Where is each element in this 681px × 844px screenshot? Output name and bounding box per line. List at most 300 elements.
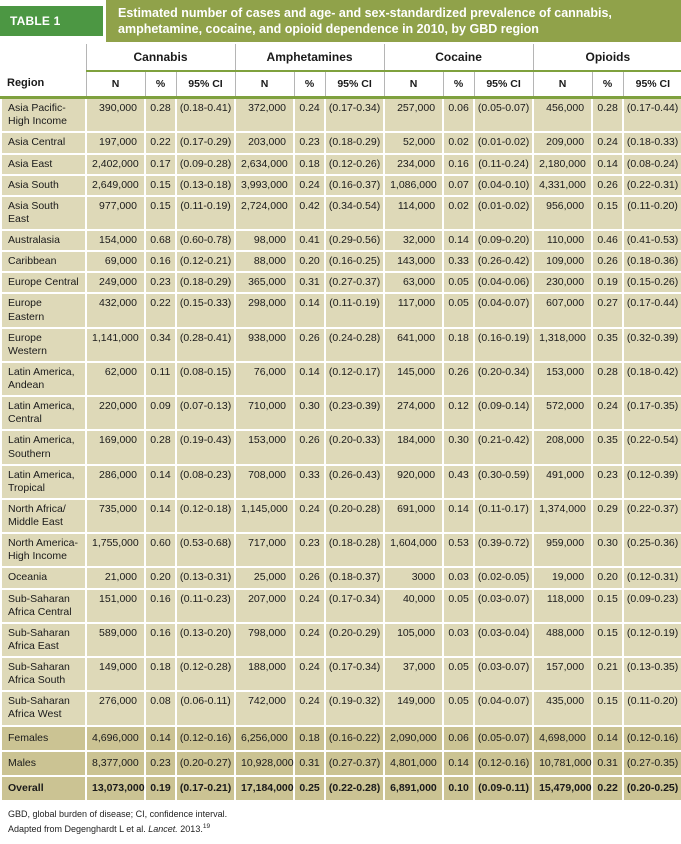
cell-n: 2,649,000	[86, 175, 145, 196]
cell-n: 32,000	[384, 230, 443, 251]
table-row	[1, 623, 681, 657]
cell-ci: (0.05-0.07)	[474, 726, 533, 751]
cell-percent: 0.28	[592, 98, 623, 133]
cell-ci: (0.20-0.29)	[325, 623, 384, 657]
cell-percent: 0.14	[443, 751, 474, 776]
cell-percent: 0.15	[592, 691, 623, 725]
column-group-opioids: Opioids	[533, 44, 681, 71]
cell-percent: 0.14	[294, 293, 325, 327]
cell-ci: (0.53-0.68)	[176, 533, 235, 567]
cell-n: 69,000	[86, 251, 145, 272]
cell-percent: 0.24	[294, 175, 325, 196]
cell-n: 365,000	[235, 272, 294, 293]
cell-percent: 0.25	[294, 776, 325, 801]
column-header-ci-opioids: 95% CI	[623, 71, 681, 98]
cell-percent: 0.22	[592, 776, 623, 801]
cell-n: 641,000	[384, 328, 443, 362]
cell-percent: 0.24	[294, 623, 325, 657]
column-header-percent-amphetamines: %	[294, 71, 325, 98]
cell-percent: 0.19	[592, 272, 623, 293]
cell-ci: (0.39-0.72)	[474, 533, 533, 567]
cell-percent: 0.14	[145, 465, 176, 499]
column-header-n-amphetamines: N	[235, 71, 294, 98]
column-group-cocaine: Cocaine	[384, 44, 533, 71]
cell-percent: 0.23	[294, 533, 325, 567]
cell-percent: 0.03	[443, 567, 474, 588]
cell-n: 3,993,000	[235, 175, 294, 196]
cell-percent: 0.35	[592, 328, 623, 362]
cell-ci: (0.17-0.29)	[176, 132, 235, 153]
cell-percent: 0.53	[443, 533, 474, 567]
cell-n: 1,145,000	[235, 499, 294, 533]
cell-ci: (0.17-0.34)	[325, 98, 384, 133]
cell-n: 2,724,000	[235, 196, 294, 230]
cell-percent: 0.26	[592, 251, 623, 272]
cell-n: 2,090,000	[384, 726, 443, 751]
cell-percent: 0.19	[145, 776, 176, 801]
cell-ci: (0.17-0.44)	[623, 293, 681, 327]
source-note-journal: Lancet.	[148, 823, 178, 834]
cell-percent: 0.24	[294, 98, 325, 133]
cell-n: 153,000	[533, 362, 592, 396]
cell-ci: (0.01-0.02)	[474, 196, 533, 230]
cell-n: 572,000	[533, 396, 592, 430]
cell-n: 372,000	[235, 98, 294, 133]
row-region-label: Latin America, Andean	[1, 362, 86, 396]
cell-ci: (0.18-0.42)	[623, 362, 681, 396]
table-row	[1, 251, 681, 272]
cell-n: 10,781,000	[533, 751, 592, 776]
cell-percent: 0.41	[294, 230, 325, 251]
cell-n: 230,000	[533, 272, 592, 293]
cell-n: 710,000	[235, 396, 294, 430]
cell-ci: (0.19-0.32)	[325, 691, 384, 725]
cell-percent: 0.15	[145, 196, 176, 230]
cell-percent: 0.14	[592, 154, 623, 175]
cell-ci: (0.18-0.29)	[325, 132, 384, 153]
cell-ci: (0.11-0.20)	[623, 691, 681, 725]
cell-ci: (0.18-0.36)	[623, 251, 681, 272]
cell-n: 109,000	[533, 251, 592, 272]
cell-percent: 0.18	[294, 154, 325, 175]
cell-percent: 0.17	[145, 154, 176, 175]
cell-ci: (0.07-0.13)	[176, 396, 235, 430]
table-row	[1, 98, 681, 133]
cell-ci: (0.11-0.20)	[623, 196, 681, 230]
cell-percent: 0.16	[443, 154, 474, 175]
cell-ci: (0.01-0.02)	[474, 132, 533, 153]
cell-percent: 0.30	[592, 533, 623, 567]
cell-percent: 0.24	[592, 396, 623, 430]
cell-n: 488,000	[533, 623, 592, 657]
cell-ci: (0.13-0.35)	[623, 657, 681, 691]
cell-n: 149,000	[384, 691, 443, 725]
cell-percent: 0.31	[592, 751, 623, 776]
cell-n: 114,000	[384, 196, 443, 230]
cell-ci: (0.16-0.37)	[325, 175, 384, 196]
cell-percent: 0.15	[592, 196, 623, 230]
cell-ci: (0.29-0.56)	[325, 230, 384, 251]
cell-n: 4,331,000	[533, 175, 592, 196]
table-row	[1, 196, 681, 230]
cell-ci: (0.09-0.14)	[474, 396, 533, 430]
cell-ci: (0.12-0.18)	[176, 499, 235, 533]
row-region-label: Latin America, Southern	[1, 430, 86, 464]
cell-n: 298,000	[235, 293, 294, 327]
row-region-label: North America-High Income	[1, 533, 86, 567]
cell-n: 234,000	[384, 154, 443, 175]
source-note	[8, 823, 681, 834]
cell-n: 17,184,000	[235, 776, 294, 801]
cell-percent: 0.05	[443, 589, 474, 623]
table-row	[1, 293, 681, 327]
cell-percent: 0.05	[443, 657, 474, 691]
cell-n: 105,000	[384, 623, 443, 657]
cell-ci: (0.60-0.78)	[176, 230, 235, 251]
cell-n: 15,479,000	[533, 776, 592, 801]
table-row	[1, 589, 681, 623]
cell-ci: (0.12-0.16)	[176, 726, 235, 751]
cell-ci: (0.13-0.18)	[176, 175, 235, 196]
cell-percent: 0.35	[592, 430, 623, 464]
cell-percent: 0.42	[294, 196, 325, 230]
cell-percent: 0.43	[443, 465, 474, 499]
column-header-percent-cannabis: %	[145, 71, 176, 98]
abbreviation-note: GBD, global burden of disease; CI, confidence interval.	[8, 808, 228, 819]
cell-n: 938,000	[235, 328, 294, 362]
cell-percent: 0.22	[145, 293, 176, 327]
cell-n: 2,402,000	[86, 154, 145, 175]
cell-ci: (0.03-0.07)	[474, 657, 533, 691]
cell-n: 274,000	[384, 396, 443, 430]
column-header-n-cocaine: N	[384, 71, 443, 98]
cell-ci: (0.12-0.19)	[623, 623, 681, 657]
cell-percent: 0.24	[294, 589, 325, 623]
cell-n: 956,000	[533, 196, 592, 230]
cell-n: 52,000	[384, 132, 443, 153]
column-header-ci-cannabis: 95% CI	[176, 71, 235, 98]
cell-ci: (0.13-0.20)	[176, 623, 235, 657]
row-region-label: Sub-Saharan Africa South	[1, 657, 86, 691]
cell-n: 184,000	[384, 430, 443, 464]
cell-percent: 0.23	[294, 132, 325, 153]
cell-percent: 0.22	[145, 132, 176, 153]
cell-n: 117,000	[384, 293, 443, 327]
cell-n: 118,000	[533, 589, 592, 623]
summary-row	[1, 776, 681, 801]
cell-percent: 0.34	[145, 328, 176, 362]
cell-ci: (0.26-0.42)	[474, 251, 533, 272]
cell-ci: (0.04-0.06)	[474, 272, 533, 293]
cell-ci: (0.17-0.44)	[623, 98, 681, 133]
summary-row	[1, 751, 681, 776]
table-row	[1, 533, 681, 567]
cell-percent: 0.30	[443, 430, 474, 464]
cell-ci: (0.17-0.35)	[623, 396, 681, 430]
cell-ci: (0.22-0.37)	[623, 499, 681, 533]
cell-n: 1,318,000	[533, 328, 592, 362]
cell-percent: 0.03	[443, 623, 474, 657]
cell-n: 40,000	[384, 589, 443, 623]
cell-n: 249,000	[86, 272, 145, 293]
cell-percent: 0.20	[145, 567, 176, 588]
cell-ci: (0.11-0.19)	[176, 196, 235, 230]
row-region-label: Latin America, Tropical	[1, 465, 86, 499]
row-region-label: Asia Pacific-High Income	[1, 98, 86, 133]
cell-n: 286,000	[86, 465, 145, 499]
cell-ci: (0.18-0.41)	[176, 98, 235, 133]
cell-percent: 0.05	[443, 691, 474, 725]
table-row	[1, 272, 681, 293]
table-row	[1, 362, 681, 396]
cell-ci: (0.13-0.31)	[176, 567, 235, 588]
column-header-percent-cocaine: %	[443, 71, 474, 98]
cell-n: 798,000	[235, 623, 294, 657]
cell-percent: 0.08	[145, 691, 176, 725]
cell-ci: (0.41-0.53)	[623, 230, 681, 251]
row-region-label: Asia Central	[1, 132, 86, 153]
cell-n: 197,000	[86, 132, 145, 153]
cell-n: 435,000	[533, 691, 592, 725]
cell-ci: (0.22-0.54)	[623, 430, 681, 464]
cell-n: 62,000	[86, 362, 145, 396]
cell-ci: (0.18-0.28)	[325, 533, 384, 567]
cell-ci: (0.21-0.42)	[474, 430, 533, 464]
cell-ci: (0.09-0.11)	[474, 776, 533, 801]
cell-percent: 0.23	[592, 465, 623, 499]
table-row	[1, 691, 681, 725]
cell-percent: 0.11	[145, 362, 176, 396]
cell-percent: 0.28	[145, 430, 176, 464]
cell-percent: 0.24	[294, 657, 325, 691]
cell-percent: 0.21	[592, 657, 623, 691]
cell-ci: (0.05-0.07)	[474, 98, 533, 133]
cell-n: 220,000	[86, 396, 145, 430]
cell-percent: 0.05	[443, 293, 474, 327]
cell-ci: (0.28-0.41)	[176, 328, 235, 362]
cell-percent: 0.18	[443, 328, 474, 362]
cell-ci: (0.12-0.31)	[623, 567, 681, 588]
cell-percent: 0.16	[145, 623, 176, 657]
cell-percent: 0.27	[592, 293, 623, 327]
cell-ci: (0.04-0.10)	[474, 175, 533, 196]
cell-n: 149,000	[86, 657, 145, 691]
cell-ci: (0.27-0.37)	[325, 272, 384, 293]
cell-ci: (0.12-0.16)	[623, 726, 681, 751]
cell-percent: 0.30	[294, 396, 325, 430]
cell-ci: (0.03-0.07)	[474, 589, 533, 623]
cell-ci: (0.11-0.17)	[474, 499, 533, 533]
table-body	[1, 98, 681, 801]
cell-ci: (0.16-0.25)	[325, 251, 384, 272]
cell-n: 169,000	[86, 430, 145, 464]
cell-n: 1,374,000	[533, 499, 592, 533]
cell-n: 10,928,000	[235, 751, 294, 776]
cell-percent: 0.12	[443, 396, 474, 430]
cell-n: 2,634,000	[235, 154, 294, 175]
cell-percent: 0.28	[145, 98, 176, 133]
cell-ci: (0.16-0.22)	[325, 726, 384, 751]
cell-n: 37,000	[384, 657, 443, 691]
cell-n: 98,000	[235, 230, 294, 251]
cell-percent: 0.33	[443, 251, 474, 272]
cell-percent: 0.06	[443, 98, 474, 133]
row-region-label: Europe Central	[1, 272, 86, 293]
cell-percent: 0.26	[443, 362, 474, 396]
cell-n: 13,073,000	[86, 776, 145, 801]
subheader-row	[1, 71, 681, 98]
table-row	[1, 499, 681, 533]
cell-ci: (0.08-0.24)	[623, 154, 681, 175]
summary-row	[1, 726, 681, 751]
cell-percent: 0.15	[592, 623, 623, 657]
cell-ci: (0.11-0.19)	[325, 293, 384, 327]
row-region-label: North Africa/ Middle East	[1, 499, 86, 533]
cell-ci: (0.12-0.39)	[623, 465, 681, 499]
cell-ci: (0.09-0.28)	[176, 154, 235, 175]
cell-percent: 0.15	[145, 175, 176, 196]
table-row	[1, 430, 681, 464]
cell-n: 188,000	[235, 657, 294, 691]
cell-ci: (0.20-0.34)	[474, 362, 533, 396]
cell-percent: 0.18	[294, 726, 325, 751]
row-region-label: Europe Eastern	[1, 293, 86, 327]
row-region-label: Sub-Saharan Africa Central	[1, 589, 86, 623]
cell-percent: 0.10	[443, 776, 474, 801]
column-header-ci-cocaine: 95% CI	[474, 71, 533, 98]
table-header	[1, 44, 681, 98]
cell-n: 257,000	[384, 98, 443, 133]
column-header-n-opioids: N	[533, 71, 592, 98]
cell-percent: 0.14	[443, 499, 474, 533]
cell-ci: (0.11-0.24)	[474, 154, 533, 175]
source-note-ref: 19	[202, 822, 211, 830]
cell-n: 209,000	[533, 132, 592, 153]
cell-n: 8,377,000	[86, 751, 145, 776]
cell-n: 491,000	[533, 465, 592, 499]
cell-percent: 0.14	[145, 726, 176, 751]
table-label: TABLE 1	[0, 6, 103, 36]
cell-ci: (0.18-0.29)	[176, 272, 235, 293]
cell-n: 143,000	[384, 251, 443, 272]
cell-percent: 0.16	[145, 251, 176, 272]
cell-percent: 0.14	[145, 499, 176, 533]
cell-percent: 0.14	[443, 230, 474, 251]
cell-ci: (0.12-0.21)	[176, 251, 235, 272]
cell-ci: (0.12-0.26)	[325, 154, 384, 175]
cell-ci: (0.12-0.16)	[474, 751, 533, 776]
cell-percent: 0.24	[294, 499, 325, 533]
cell-n: 959,000	[533, 533, 592, 567]
cell-n: 4,698,000	[533, 726, 592, 751]
cell-ci: (0.27-0.35)	[623, 751, 681, 776]
cell-n: 207,000	[235, 589, 294, 623]
cell-n: 1,141,000	[86, 328, 145, 362]
cell-ci: (0.04-0.07)	[474, 691, 533, 725]
cell-ci: (0.30-0.59)	[474, 465, 533, 499]
cell-n: 390,000	[86, 98, 145, 133]
cell-n: 19,000	[533, 567, 592, 588]
row-region-label: Asia East	[1, 154, 86, 175]
cell-ci: (0.20-0.33)	[325, 430, 384, 464]
column-header-percent-opioids: %	[592, 71, 623, 98]
cell-ci: (0.32-0.39)	[623, 328, 681, 362]
cell-ci: (0.08-0.15)	[176, 362, 235, 396]
table-label-wrap	[0, 0, 103, 42]
cell-n: 76,000	[235, 362, 294, 396]
row-region-label: Males	[1, 751, 86, 776]
cell-n: 88,000	[235, 251, 294, 272]
cell-percent: 0.26	[294, 430, 325, 464]
cell-percent: 0.14	[592, 726, 623, 751]
cell-percent: 0.31	[294, 272, 325, 293]
cell-n: 717,000	[235, 533, 294, 567]
cell-ci: (0.16-0.19)	[474, 328, 533, 362]
cell-ci: (0.20-0.25)	[623, 776, 681, 801]
cell-percent: 0.02	[443, 196, 474, 230]
table-row	[1, 230, 681, 251]
cell-n: 157,000	[533, 657, 592, 691]
row-region-label: Asia South	[1, 175, 86, 196]
cell-n: 208,000	[533, 430, 592, 464]
cell-ci: (0.12-0.17)	[325, 362, 384, 396]
row-region-label: Overall	[1, 776, 86, 801]
cell-percent: 0.24	[294, 691, 325, 725]
cell-n: 154,000	[86, 230, 145, 251]
cell-percent: 0.20	[592, 567, 623, 588]
cell-percent: 0.26	[294, 567, 325, 588]
table-row	[1, 175, 681, 196]
cell-n: 25,000	[235, 567, 294, 588]
cell-percent: 0.24	[592, 132, 623, 153]
cell-n: 735,000	[86, 499, 145, 533]
cell-n: 4,696,000	[86, 726, 145, 751]
cell-ci: (0.15-0.33)	[176, 293, 235, 327]
cell-percent: 0.28	[592, 362, 623, 396]
cell-n: 2,180,000	[533, 154, 592, 175]
cell-ci: (0.17-0.34)	[325, 657, 384, 691]
table-title-bar	[0, 0, 681, 42]
row-region-label: Europe Western	[1, 328, 86, 362]
cell-n: 456,000	[533, 98, 592, 133]
cell-percent: 0.23	[145, 272, 176, 293]
cell-percent: 0.06	[443, 726, 474, 751]
cell-n: 1,604,000	[384, 533, 443, 567]
table-row	[1, 657, 681, 691]
cell-ci: (0.02-0.05)	[474, 567, 533, 588]
cell-ci: (0.09-0.20)	[474, 230, 533, 251]
cell-ci: (0.22-0.28)	[325, 776, 384, 801]
cell-ci: (0.19-0.43)	[176, 430, 235, 464]
cell-n: 920,000	[384, 465, 443, 499]
cell-ci: (0.34-0.54)	[325, 196, 384, 230]
table-row	[1, 132, 681, 153]
cell-n: 432,000	[86, 293, 145, 327]
cell-n: 3000	[384, 567, 443, 588]
cell-percent: 0.15	[592, 589, 623, 623]
cell-percent: 0.18	[145, 657, 176, 691]
cell-ci: (0.06-0.11)	[176, 691, 235, 725]
table-title: Estimated number of cases and age- and sex-standardized prevalence of cannabis, amphetamine, cocaine, and opioid dependence in 2010, by GBD region	[106, 0, 681, 42]
cell-n: 691,000	[384, 499, 443, 533]
row-region-label: Asia South East	[1, 196, 86, 230]
source-note-prefix: Adapted from Degenghardt L et al.	[8, 823, 149, 834]
cell-n: 6,256,000	[235, 726, 294, 751]
cell-n: 6,891,000	[384, 776, 443, 801]
row-region-label: Sub-Saharan Africa East	[1, 623, 86, 657]
cell-n: 21,000	[86, 567, 145, 588]
cell-ci: (0.03-0.04)	[474, 623, 533, 657]
